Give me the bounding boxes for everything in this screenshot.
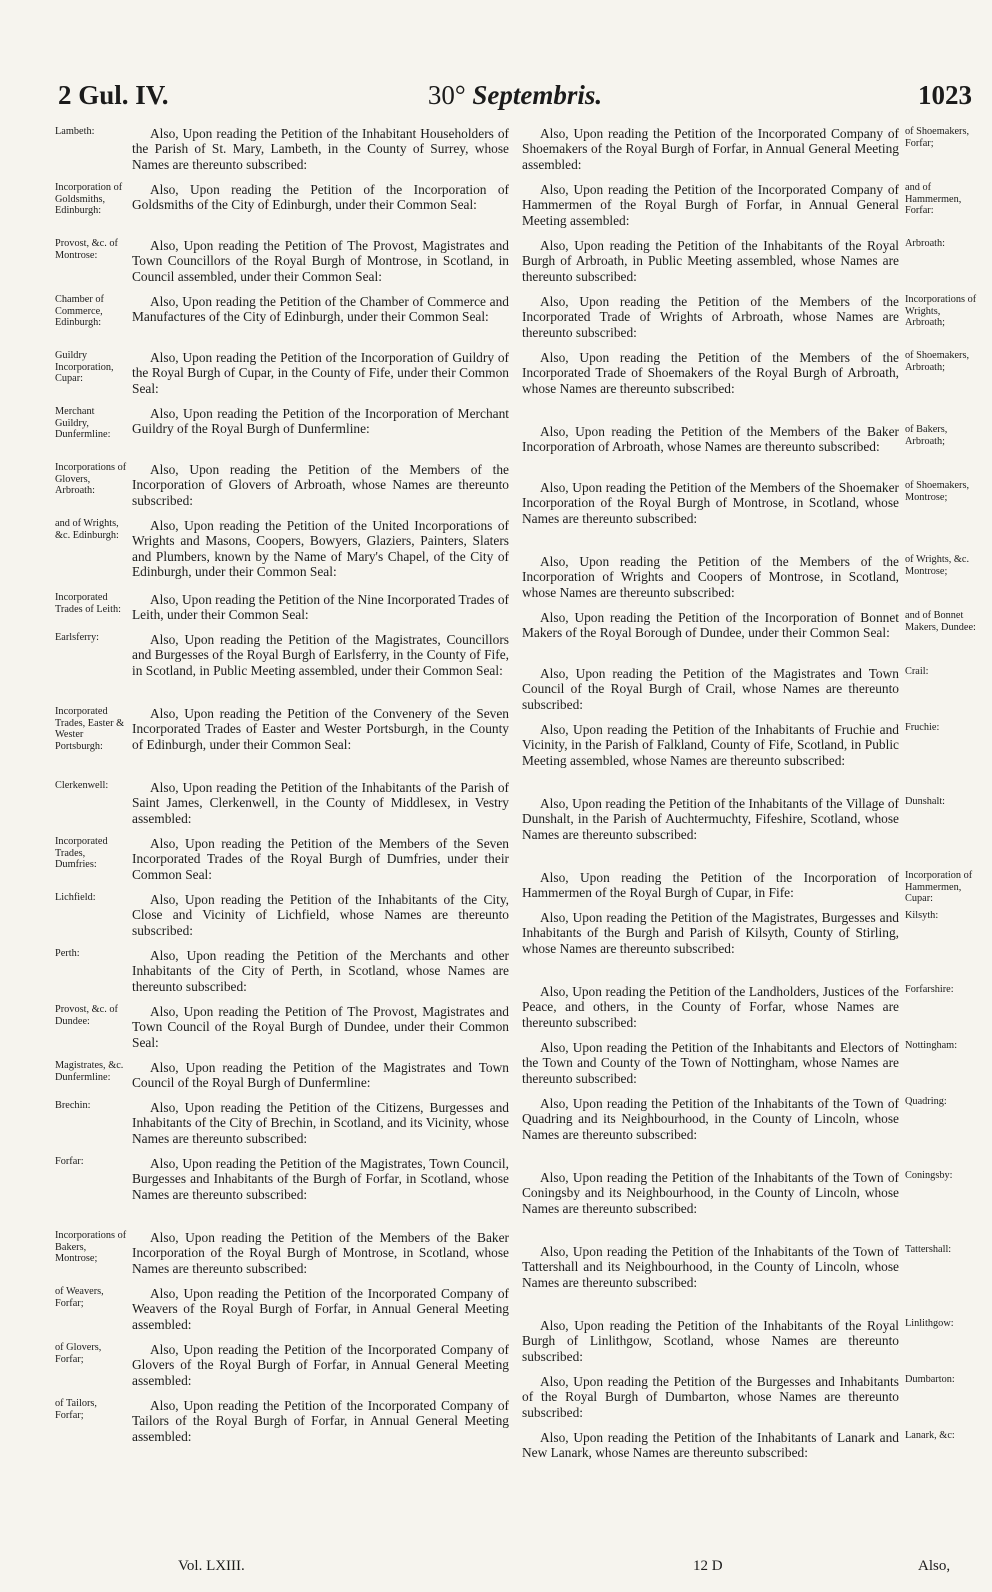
margin-note: Arbroath: — [905, 238, 946, 249]
petition-entry: Also, Upon reading the Petition of the Inhabitants of Lanark and New Lanark, whose Names are thereunto subscribed: — [522, 1430, 899, 1461]
petition-entry: Also, Upon reading the Petition of the Incorporation of Merchant Guildry of the Royal Burgh of Dunfermline: — [132, 406, 509, 437]
margin-note: Magistrates, &c. Dunfermline: — [55, 1060, 124, 1083]
petition-entry: Also, Upon reading the Petition of the Members of the Incorporated Trade of Shoemakers of the Royal Burgh of Arbroath, whose Names are thereunto subscribed: — [522, 350, 899, 396]
petition-entry: Also, Upon reading the Petition of the Citizens, Burgesses and Inhabitants of the City of Brechin, in Scotland, and its Vicinity, whose Names are thereunto subscribed: — [132, 1100, 509, 1146]
margin-note: Incorporations of Glovers, Arbroath: — [55, 462, 127, 496]
petition-entry: Also, Upon reading the Petition of the Incorporated Company of Weavers of the Royal Burgh of Forfar, in Annual General Meeting assembled: — [132, 1286, 509, 1332]
margin-note: of Wrights, &c. Montrose; — [905, 554, 970, 577]
petition-entry: Also, Upon reading the Petition of the Members of the Incorporation of Glovers of Arbroath, whose Names are thereunto subscribed: — [132, 462, 509, 508]
petition-entry: Also, Upon reading the Petition of the Nine Incorporated Trades of Leith, under their Common Seal: — [132, 592, 509, 623]
petition-entry: Also, Upon reading the Petition of the Incorporated Company of Glovers of the Royal Burgh of Forfar, in Annual General Meeting assembled: — [132, 1342, 509, 1388]
petition-entry: Also, Upon reading the Petition of the Magistrates, Burgesses and Inhabitants of the Burgh and Parish of Kilsyth, County of Stirling, whose Names are thereunto subscribed: — [522, 910, 899, 956]
margin-note: Incorporations of Wrights, Arbroath; — [905, 294, 977, 328]
margin-note: Linlithgow: — [905, 1318, 954, 1329]
petition-entry: Also, Upon reading the Petition of the Members of the Incorporation of Wrights and Coopers of Montrose, in Scotland, whose Names are thereunto subscribed: — [522, 554, 899, 600]
margin-note: Merchant Guildry, Dunfermline: — [55, 406, 111, 440]
page-header — [58, 80, 972, 120]
margin-note: Forfar: — [55, 1156, 84, 1167]
regnal-year: 2 Gul. IV. — [58, 80, 169, 110]
petition-entry: Also, Upon reading the Petition of The Provost, Magistrates and Town Councillors of the Royal Burgh of Montrose, in Scotland, in Council assembled, under their Common Seal: — [132, 238, 509, 284]
left-margin-notes — [55, 126, 127, 1454]
margin-note: of Shoemakers, Montrose; — [905, 480, 970, 503]
signature-mark: 12 D — [693, 1558, 723, 1574]
petition-entry: Also, Upon reading the Petition of the Inhabitants of the Parish of Saint James, Clerkenwell, in the County of Middlesex, in Vestry assembled: — [132, 780, 509, 826]
petition-entry: Also, Upon reading the Petition of the Inhabitants of Fruchie and Vicinity, in the Parish of Falkland, County of Fife, Scotland, in Public Meeting assembled, whose Names are thereunto subscribed: — [522, 722, 899, 768]
petition-entry: Also, Upon reading the Petition of the Inhabitants of the Town of Coningsby and its Neighbourhood, in the County of Lincoln, whose Names are thereunto subscribed: — [522, 1170, 899, 1216]
petition-entry: Also, Upon reading the Petition of the Chamber of Commerce and Manufactures of the City of Edinburgh, under their Common Seal: — [132, 294, 509, 325]
petition-entry: Also, Upon reading the Petition of the Burgesses and Inhabitants of the Royal Burgh of Dumbarton, whose Names are thereunto subscribed: — [522, 1374, 899, 1420]
margin-note: Incorporation of Goldsmiths, Edinburgh: — [55, 182, 123, 216]
petition-entry: Also, Upon reading the Petition of the Convenery of the Seven Incorporated Trades of Easter and Wester Portsburgh, in the County of Edinburgh, under their Common Seal: — [132, 706, 509, 752]
margin-note: of Tailors, Forfar; — [55, 1398, 97, 1421]
petition-entry: Also, Upon reading the Petition of the Members of the Baker Incorporation of Arbroath, whose Names are thereunto subscribed: — [522, 424, 899, 455]
petition-entry: Also, Upon reading the Petition of the Inhabitant Householders of the Parish of St. Mary, Lambeth, in the County of Surrey, whose Names are thereunto subscribed: — [132, 126, 509, 172]
page-date — [58, 80, 972, 111]
petition-entry: Also, Upon reading the Petition of the United Incorporations of Wrights and Masons, Coopers, Bowyers, Glaziers, Painters, Slaters and Plumbers, known by the Name of Mary's Chapel, of the City of Edinburgh, under their Common Seal: — [132, 518, 509, 580]
petition-entry: Also, Upon reading the Petition of the Inhabitants of the Village of Dunshalt, in the Parish of Auchtermuchty, Fifeshire, Scotland, whose Names are thereunto subscribed: — [522, 796, 899, 842]
petition-entry: Also, Upon reading the Petition of the Incorporated Company of Hammermen of the Royal Burgh of Forfar, in Annual General Meeting assembled: — [522, 182, 899, 228]
right-column — [522, 126, 899, 1486]
margin-note: Fruchie: — [905, 722, 940, 733]
margin-note: Incorporated Trades, Easter & Wester Portsburgh: — [55, 706, 125, 752]
petition-entry: Also, Upon reading the Petition of the Members of the Shoemaker Incorporation of the Royal Burgh of Montrose, in Scotland, whose Names are thereunto subscribed: — [522, 480, 899, 526]
margin-note: Dumbarton: — [905, 1374, 955, 1385]
petition-entry: Also, Upon reading the Petition of The Provost, Magistrates and Town Council of the Royal Burgh of Dundee, under their Common Seal: — [132, 1004, 509, 1050]
margin-note: Clerkenwell: — [55, 780, 109, 791]
margin-note: Guildry Incorporation, Cupar: — [55, 350, 114, 384]
petition-entry: Also, Upon reading the Petition of the Magistrates and Town Council of the Royal Burgh of Crail, whose Names are thereunto subscribed: — [522, 666, 899, 712]
margin-note: of Shoemakers, Forfar; — [905, 126, 970, 149]
petition-entry: Also, Upon reading the Petition of the Landholders, Justices of the Peace, and others, in the County of Forfar, whose Names are thereunto subscribed: — [522, 984, 899, 1030]
petition-entry: Also, Upon reading the Petition of the Incorporation of Goldsmiths of the City of Edinburgh, under their Common Seal: — [132, 182, 509, 213]
petition-entry: Also, Upon reading the Petition of the Inhabitants of the Royal Burgh of Arbroath, in Public Meeting assembled, whose Names are thereunto subscribed: — [522, 238, 899, 284]
petition-entry: Also, Upon reading the Petition of the Merchants and other Inhabitants of the City of Perth, in Scotland, whose Names are thereunto subscribed: — [132, 948, 509, 994]
petition-entry: Also, Upon reading the Petition of the Inhabitants and Electors of the Town and County of the Town of Nottingham, whose Names are thereunto subscribed: — [522, 1040, 899, 1086]
margin-note: Provost, &c. of Montrose: — [55, 238, 118, 261]
petition-entry: Also, Upon reading the Petition of the Inhabitants of the City, Close and Vicinity of Lichfield, whose Names are thereunto subscribed: — [132, 892, 509, 938]
margin-note: of Bakers, Arbroath; — [905, 424, 948, 447]
volume-label: Vol. LXIII. — [178, 1558, 245, 1574]
petition-entry: Also, Upon reading the Petition of the Incorporation of Hammermen of the Royal Burgh of Cupar, in Fife: — [522, 870, 899, 901]
petition-entry: Also, Upon reading the Petition of the Inhabitants of the Royal Burgh of Linlithgow, Scotland, whose Names are thereunto subscribed: — [522, 1318, 899, 1364]
margin-note: Tattershall: — [905, 1244, 952, 1255]
margin-note: of Shoemakers, Arbroath; — [905, 350, 970, 373]
date-month: Septembris. — [472, 80, 603, 110]
margin-note: Perth: — [55, 948, 80, 959]
margin-note: Nottingham: — [905, 1040, 958, 1051]
margin-note: Lanark, &c: — [905, 1430, 955, 1441]
petition-entry: Also, Upon reading the Petition of the Members of the Baker Incorporation of the Royal Burgh of Montrose, in Scotland, whose Names are thereunto subscribed: — [132, 1230, 509, 1276]
catchword: Also, — [918, 1558, 951, 1574]
margin-note: of Weavers, Forfar; — [55, 1286, 104, 1309]
margin-note: Brechin: — [55, 1100, 91, 1111]
page-number: 1023 — [918, 80, 972, 110]
petition-entry: Also, Upon reading the Petition of the Magistrates and Town Council of the Royal Burgh of Dunfermline: — [132, 1060, 509, 1091]
petition-entry: Also, Upon reading the Petition of the Magistrates, Town Council, Burgesses and Inhabitants of the Burgh of Forfar, in Scotland, whose Names are thereunto subscribed: — [132, 1156, 509, 1202]
petition-entry: Also, Upon reading the Petition of the Incorporated Company of Tailors of the Royal Burgh of Forfar, in Annual General Meeting assembled: — [132, 1398, 509, 1444]
petition-entry: Also, Upon reading the Petition of the Incorporation of Guildry of the Royal Burgh of Cupar, in the County of Fife, under their Common Seal: — [132, 350, 509, 396]
margin-note: and of Hammermen, Forfar: — [905, 182, 962, 216]
margin-note: Provost, &c. of Dundee: — [55, 1004, 118, 1027]
left-column — [132, 126, 509, 1454]
margin-note: Forfarshire: — [905, 984, 954, 995]
margin-note: Chamber of Commerce, Edinburgh: — [55, 294, 104, 328]
petition-entry: Also, Upon reading the Petition of the Incorporated Company of Shoemakers of the Royal Burgh of Forfar, in Annual General Meeting assembled: — [522, 126, 899, 172]
petition-entry: Also, Upon reading the Petition of the Inhabitants of the Town of Tattershall and its Neighbourhood, in the County of Lincoln, whose Names are thereunto subscribed: — [522, 1244, 899, 1290]
margin-note: Earlsferry: — [55, 632, 100, 643]
petition-entry: Also, Upon reading the Petition of the Members of the Incorporated Trade of Wrights of Arbroath, whose Names are thereunto subscribed: — [522, 294, 899, 340]
petition-entry: Also, Upon reading the Petition of the Inhabitants of the Town of Quadring and its Neighbourhood, in the County of Lincoln, whose Names are thereunto subscribed: — [522, 1096, 899, 1142]
margin-note: Incorporation of Hammermen, Cupar: — [905, 870, 973, 904]
margin-note: and of Wrights, &c. Edinburgh: — [55, 518, 119, 541]
margin-note: and of Bonnet Makers, Dundee: — [905, 610, 976, 633]
petition-entry: Also, Upon reading the Petition of the Magistrates, Councillors and Burgesses of the Royal Burgh of Earlsferry, in the County of Fife, in Scotland, in Public Meeting assembled, under their Common Seal: — [132, 632, 509, 678]
margin-note: Incorporated Trades, Dumfries: — [55, 836, 108, 870]
margin-note: Kilsyth: — [905, 910, 939, 921]
margin-note: Coningsby: — [905, 1170, 953, 1181]
margin-note: Incorporated Trades of Leith: — [55, 592, 121, 615]
right-margin-notes — [905, 126, 977, 1486]
date-day: 30° — [427, 80, 466, 110]
margin-note: Incorporations of Bakers, Montrose; — [55, 1230, 127, 1264]
margin-note: Lichfield: — [55, 892, 96, 903]
margin-note: Lambeth: — [55, 126, 95, 137]
page-footer — [58, 1558, 972, 1580]
petition-entry: Also, Upon reading the Petition of the Members of the Seven Incorporated Trades of the Royal Burgh of Dumfries, under their Common Seal: — [132, 836, 509, 882]
margin-note: Dunshalt: — [905, 796, 946, 807]
margin-note: of Glovers, Forfar; — [55, 1342, 102, 1365]
margin-note: Quadring: — [905, 1096, 947, 1107]
margin-note: Crail: — [905, 666, 929, 677]
petition-entry: Also, Upon reading the Petition of the Incorporation of Bonnet Makers of the Royal Borough of Dundee, under their Common Seal: — [522, 610, 899, 641]
